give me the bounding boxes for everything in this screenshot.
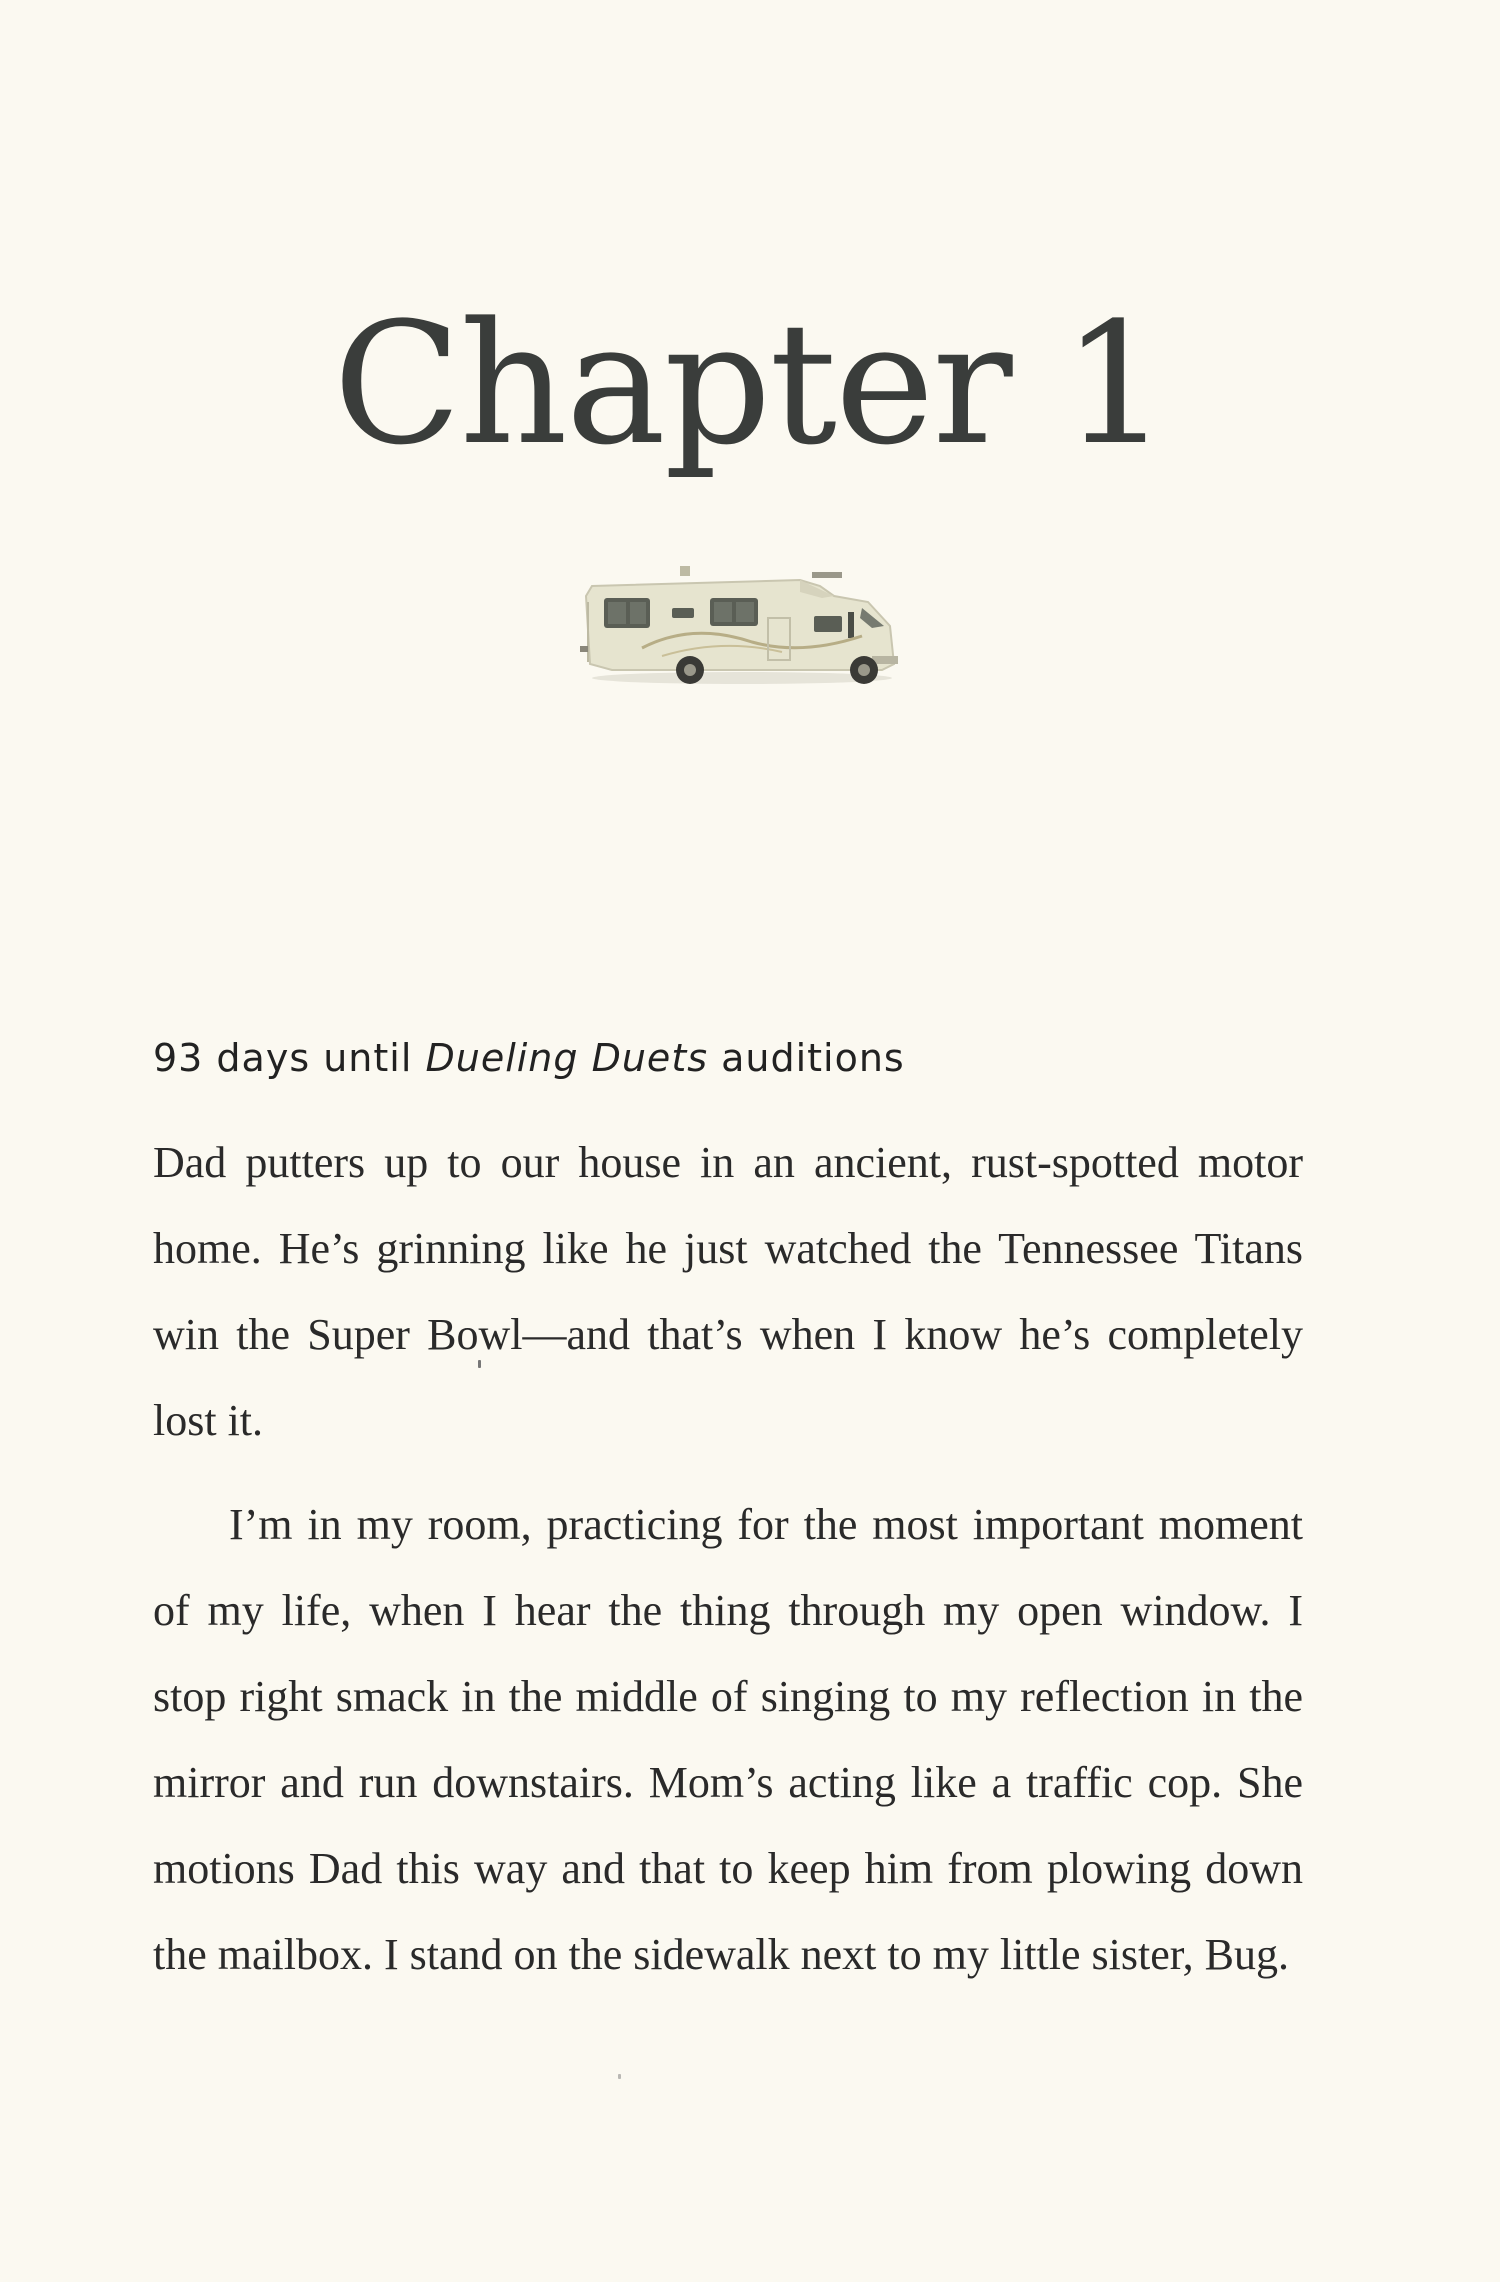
paragraph-1: Dad putters up to our house in an ancient, rust-spotted motor home. He’s grinning like he just watched the Tennessee Titans win the Super Bowl—and that’s when I know he’s completely lost it. bbox=[153, 1138, 1303, 1445]
countdown-suffix: auditions bbox=[708, 1036, 905, 1080]
show-title: Dueling Duets bbox=[425, 1036, 709, 1080]
countdown-heading bbox=[153, 1036, 905, 1080]
print-speck bbox=[478, 1360, 481, 1368]
chapter-body bbox=[153, 1120, 1303, 1998]
rv-motorhome-icon bbox=[572, 552, 908, 700]
print-speck bbox=[618, 2074, 621, 2079]
chapter-title: Chapter 1 bbox=[333, 286, 1167, 482]
countdown-prefix: 93 days until bbox=[153, 1036, 426, 1080]
paragraph-2: I’m in my room, practicing for the most important moment of my life, when I hear the thing through my open window. I stop right smack in the middle of singing to my reflection in the mirror and run downstairs. Mom’s acting like a traffic cop. She motions Dad this way and that to keep him from plowing down the mailbox. I stand on the sidewalk next to my little sister, Bug. bbox=[153, 1500, 1303, 1979]
